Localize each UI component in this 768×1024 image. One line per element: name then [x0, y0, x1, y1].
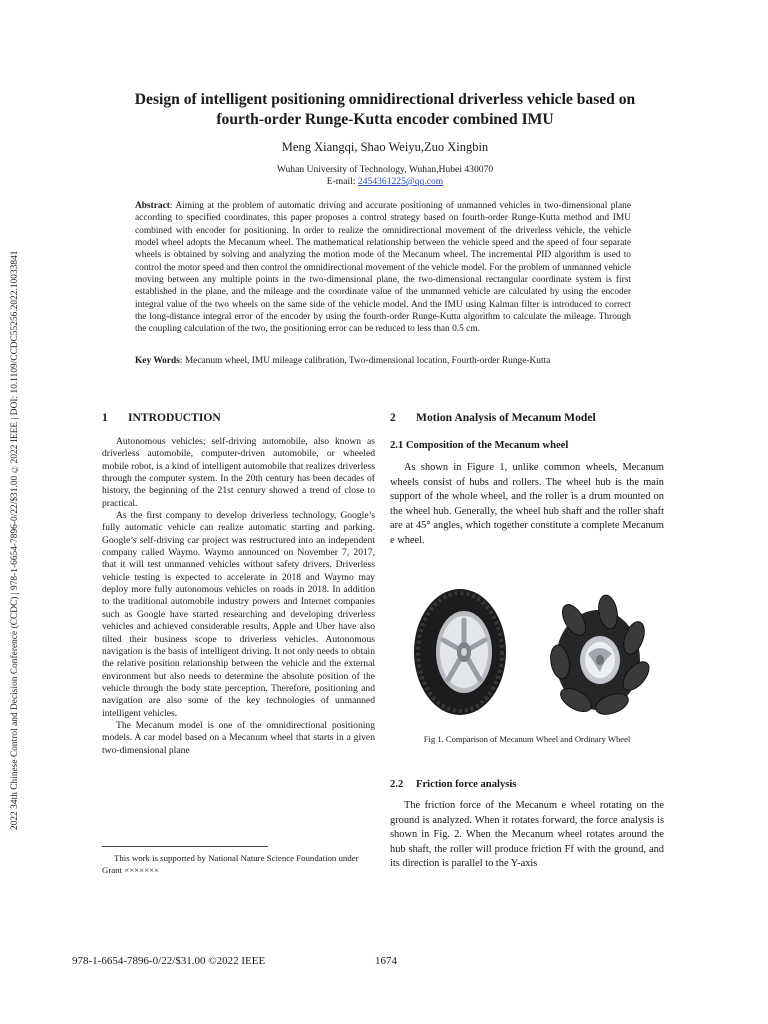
intro-paragraph-3: The Mecanum model is one of the omnidirectional positioning models. A car model based on a Mecanum wheel that starts in a given two-dimensional plane [102, 719, 375, 756]
intro-paragraph-2: As the first company to develop driverless technology, Google’s fully automatic vehicle can realize automatic starting and parking. Google’s self-driving car project was restructured into an independent company called Waymo. Waymo announced on November 7, 2017, that it will test unmanned vehicles without safety drivers. Driverless vehicle testing is expected to accelerate in 2018 and Waymo may deploy more fully autonomous vehicles on roads in 2018. In addition to the traditional automobile industry powers and Internet companies such as Google have started researching and developing driverless vehicles and achieved considerable results, Apple and Uber have also tilted their business scope to driverless vehicles. Autonomous navigation is the basis of intelligent driving. It not only needs to obtain the relative position relationship between the vehicle and the external environment but also needs to determine the absolute position of the vehicle through the body state perception. Therefore, positioning and navigation are also some of the key technologies of unmanned intelligent vehicles. [102, 510, 375, 719]
title-line-2: fourth-order Runge-Kutta encoder combined IMU [216, 111, 554, 128]
footnote: This work is supported by National Nature Science Foundation under Grant ××××××× [102, 853, 359, 875]
figure-1-caption: Fig 1. Comparison of Mecanum Wheel and Ordinary Wheel [423, 734, 631, 744]
section-1-number: 1 [102, 411, 108, 424]
abstract [135, 200, 631, 336]
subsection-2-1-paragraph: As shown in Figure 1, unlike common wheels, Mecanum wheels consist of hubs and rollers. The wheel hub is the main support of the whole wheel, and the roller is a drum mounted on the wheel hub. Generally, the wheel hub shaft and the roller shaft are at 45° angles, which together constitute a complete Mecanum e wheel. [390, 462, 664, 546]
keywords-label: Key Words [135, 356, 180, 366]
mecanum-wheel-image [548, 594, 654, 719]
section-2-title: Motion Analysis of Mecanum Model [416, 411, 596, 424]
email-link[interactable]: 2454361225@qq.com [357, 176, 444, 187]
intro-paragraph-1: Autonomous vehicles; self-driving automobile, also known as driverless automobile, computer-driven automobile, or wheeled mobile robot, is a kind of intelligent automobile that realizes driverless through the computer system. In the 20th century has been decades of history, the beginning of the 21st century showed a trend of close to practical. [102, 436, 375, 509]
footer-isbn: 978-1-6654-7896-0/22/$31.00 ©2022 IEEE [72, 955, 266, 967]
introduction-text [102, 436, 375, 757]
keywords [135, 355, 631, 367]
affiliation: Wuhan University of Technology, Wuhan,Hubei 430070 [276, 164, 494, 175]
subsection-2-2-text [390, 799, 664, 872]
footnote-divider [102, 846, 268, 847]
section-1-heading [102, 411, 221, 424]
keywords-text: : Mecanum wheel, IMU mileage calibration, Two-dimensional location, Fourth-order Runge-Kutta [179, 356, 551, 366]
subsection-2-2-paragraph: The friction force of the Mecanum e wheel rotating on the ground is analyzed. When it rotates forward, the force analysis is shown in Fig. 2. When the Mecanum wheel rotates around the hub shaft, the roller will produce friction Ff with the ground, and its direction is parallel to the Y-axis [390, 800, 664, 870]
title-line-1: Design of intelligent positioning omnidirectional driverless vehicle based on [134, 91, 636, 108]
section-2-number: 2 [390, 411, 396, 424]
abstract-text: : Aiming at the problem of automatic driving and accurate positioning of unmanned vehicles in two-dimensional plane according to specified coordinates, this paper proposes a control strategy based on fourth-order Runge-Kutta method and IMU combined with encoder for positioning. In order to realize the omnidirectional movement of the driverless vehicle, the vehicle model wheel adopts the Mecanum wheel. The mathematical relationship between the vehicle speed and the speed of four separate wheels is obtained by solving and analyzing the motion mode of the Mecanum wheel. The incremental PID algorithm is used to control the motor speed and then control the omnidirectional movement of the vehicle model. For the problem of unmanned vehicle moving between any multiple points in the two-dimensional plane, the two-dimensional rectangular coordinate system is first established in the plane, and the mileage and the coordinate value of the unmanned vehicle are calculated by using the encoder integral value of the two wheels on the same side of the vehicle model. And the IMU using Kalman filter is introduced to correct the long-distance integral error of the encoder by using the fourth-order Runge-Kutta algorithm to calculate the mileage. Through the coupling calculation of the two, the positioning error can be reduced to less than 0.5 cm. [135, 201, 631, 335]
authors: Meng Xiangqi, Shao Weiyu,Zuo Xingbin [281, 140, 489, 154]
abstract-label: Abstract [135, 201, 170, 211]
email-label: E-mail: [326, 176, 358, 187]
ordinary-wheel-image [414, 589, 506, 715]
subsection-2-2-number: 2.2 [390, 779, 404, 790]
section-1-title: INTRODUCTION [128, 411, 221, 424]
figure-wheel-comparison [408, 576, 664, 722]
email-line [60, 176, 710, 188]
subsection-2-2-heading [390, 779, 516, 790]
subsection-2-1-heading: 2.1 Composition of the Mecanum wheel [390, 440, 569, 451]
section-2-heading [390, 411, 596, 424]
paper-title [60, 90, 710, 130]
subsection-2-2-title: Friction force analysis [416, 779, 517, 790]
subsection-2-1-text [390, 461, 664, 549]
side-copyright-note: 2022 34th Chinese Control and Decision Conference (CCDC) | 978-1-6654-7896-0/22/$31.00 ©2022 IEEE | DOI: 10.1109/CCDC55256.2022.10033841 [10, 250, 20, 830]
affiliation-block [60, 164, 710, 188]
page-number: 1674 [375, 955, 397, 967]
